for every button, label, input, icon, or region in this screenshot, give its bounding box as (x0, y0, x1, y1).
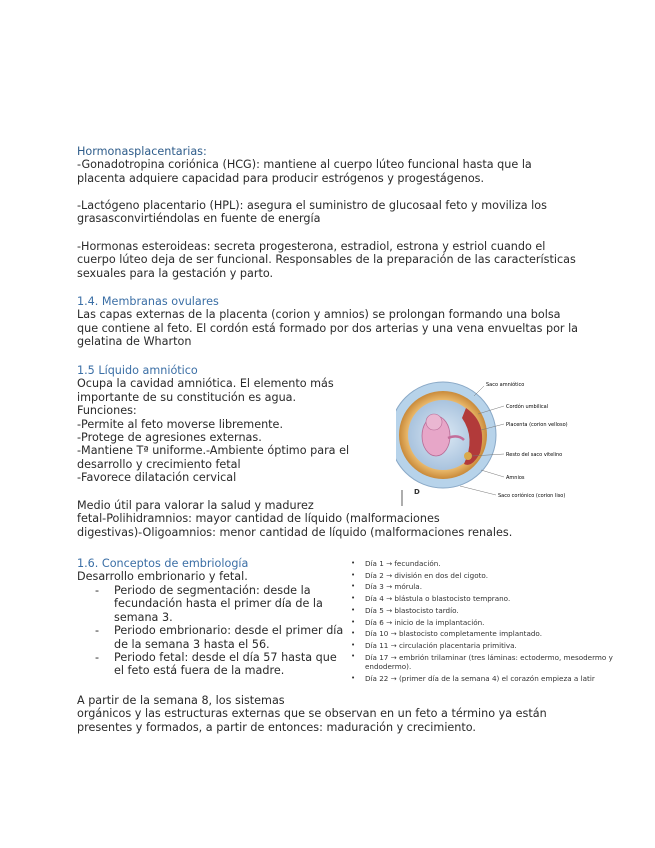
day-timeline-list (351, 558, 651, 684)
embryo-intro: Desarrollo embrionario y fetal. (77, 570, 248, 584)
closing-line-1: A partir de la semana 8, los sistemas (77, 694, 285, 707)
fluid-line-4: -Permite al feto moverse libremente. (77, 417, 283, 431)
closing-paragraph (77, 694, 577, 734)
fluid-line-1: Ocupa la cavidad amniótica. El elemento más (77, 377, 334, 391)
hormones-section (77, 145, 577, 185)
fluid-section (77, 364, 377, 485)
embryo-title: 1.6. Conceptos de embriología (77, 557, 249, 570)
membranes-line-2: que contiene al feto. El cordón está formado por dos arterias y una vena envueltas por la (77, 321, 579, 335)
fluid-after-paragraph (77, 499, 577, 539)
day-item: • Día 5 → blastocisto tardío. (351, 605, 651, 617)
day-item: • Día 11 → circulación placentaria primitiva. (351, 640, 651, 652)
fluid-line-3: Funciones: (77, 404, 137, 418)
hcg-line-1: -Gonadotropina coriónica (HCG): mantiene al cuerpo lúteo funcional hasta que la (77, 158, 532, 172)
membranes-line-1: Las capas externas de la placenta (corion y amnios) se prolongan formando una bolsa (77, 308, 561, 322)
label-umbilical-cord: Cordón umbilical (506, 404, 549, 410)
fluid-after-line-1: Medio útil para valorar la salud y madurez (77, 499, 314, 512)
day-item: • Día 4 → blástula o blastocisto temprano. (351, 593, 651, 605)
steroids-line-3: sexuales para la gestación y parto. (77, 266, 274, 280)
label-chorionic-sac: Saco coriónico (corion liso) (498, 493, 566, 499)
period-item: - Periodo de segmentación: desde la fecundación hasta el primer día de la semana 3. (95, 584, 345, 624)
period-list (95, 584, 345, 678)
fluid-line-6: -Mantiene Tª uniforme.-Ambiente óptimo para el (77, 444, 350, 458)
hpl-paragraph (77, 199, 577, 226)
fluid-title: 1.5 Líquido amniótico (77, 364, 198, 377)
day-item: • Día 3 → mórula. (351, 581, 651, 593)
membranes-title: 1.4. Membranas ovulares (77, 295, 219, 308)
closing-line-2: orgánicos y las estructuras externas que se observan en un feto a término ya están (77, 707, 547, 721)
day-item: • Día 6 → inicio de la implantación. (351, 617, 651, 629)
day-item: • Día 22 → (primer día de la semana 4) el corazón empieza a latir (351, 673, 651, 685)
day-item: • Día 2 → división en dos del cigoto. (351, 570, 651, 582)
day-item: • Día 17 → embrión trilaminar (tres láminas: ectodermo, mesodermo y endodermo). (351, 652, 637, 673)
hpl-line-2: grasasconvirtiéndolas en fuente de energía (77, 212, 321, 226)
embryo-section (77, 557, 347, 584)
fluid-line-5: -Protege de agresiones externas. (77, 431, 262, 445)
label-amnion: Amnios (506, 475, 525, 481)
label-amniotic-sac: Saco amniótico (486, 382, 525, 388)
membranes-line-3: gelatina de Wharton (77, 335, 192, 349)
embryo-sac-illustration (396, 378, 580, 508)
label-yolk-sac: Resto del saco vitelino (506, 452, 563, 458)
fluid-line-2: importante de su constitución es agua. (77, 390, 297, 404)
fluid-line-7: desarrollo y crecimiento fetal (77, 457, 241, 471)
day-item: • Día 1 → fecundación. (351, 558, 651, 570)
steroids-line-2: cuerpo lúteo deja de ser funcional. Responsables de la preparación de las características (77, 253, 576, 267)
figure-marker: D (414, 488, 420, 496)
day-item: • Día 10 → blastocisto completamente implantado. (351, 628, 651, 640)
hpl-line-1: -Lactógeno placentario (HPL): asegura el suministro de glucosaal feto y moviliza los (77, 199, 547, 212)
hormones-title: Hormonasplacentarias: (77, 145, 207, 158)
period-item: - Periodo fetal: desde el día 57 hasta que el feto está fuera de la madre. (95, 651, 345, 678)
steroids-line-1: -Hormonas esteroideas: secreta progesterona, estradiol, estrona y estriol cuando el (77, 240, 546, 253)
fluid-line-8: -Favorece dilatación cervical (77, 471, 237, 485)
hcg-line-2: placenta adquiere capacidad para producir estrógenos y progestágenos. (77, 171, 485, 185)
closing-line-3: presentes y formados, a partir de entonces: maduración y crecimiento. (77, 720, 476, 734)
membranes-section (77, 295, 577, 349)
period-item: - Periodo embrionario: desde el primer día de la semana 3 hasta el 56. (95, 624, 345, 651)
fluid-after-line-3: digestivas)-Oligoamnios: menor cantidad de líquido (malformaciones renales. (77, 525, 513, 539)
steroids-paragraph (77, 240, 577, 280)
label-placenta: Placenta (corion velloso) (506, 422, 568, 428)
fluid-after-line-2: fetal-Polihidramnios: mayor cantidad de líquido (malformaciones (77, 512, 440, 526)
